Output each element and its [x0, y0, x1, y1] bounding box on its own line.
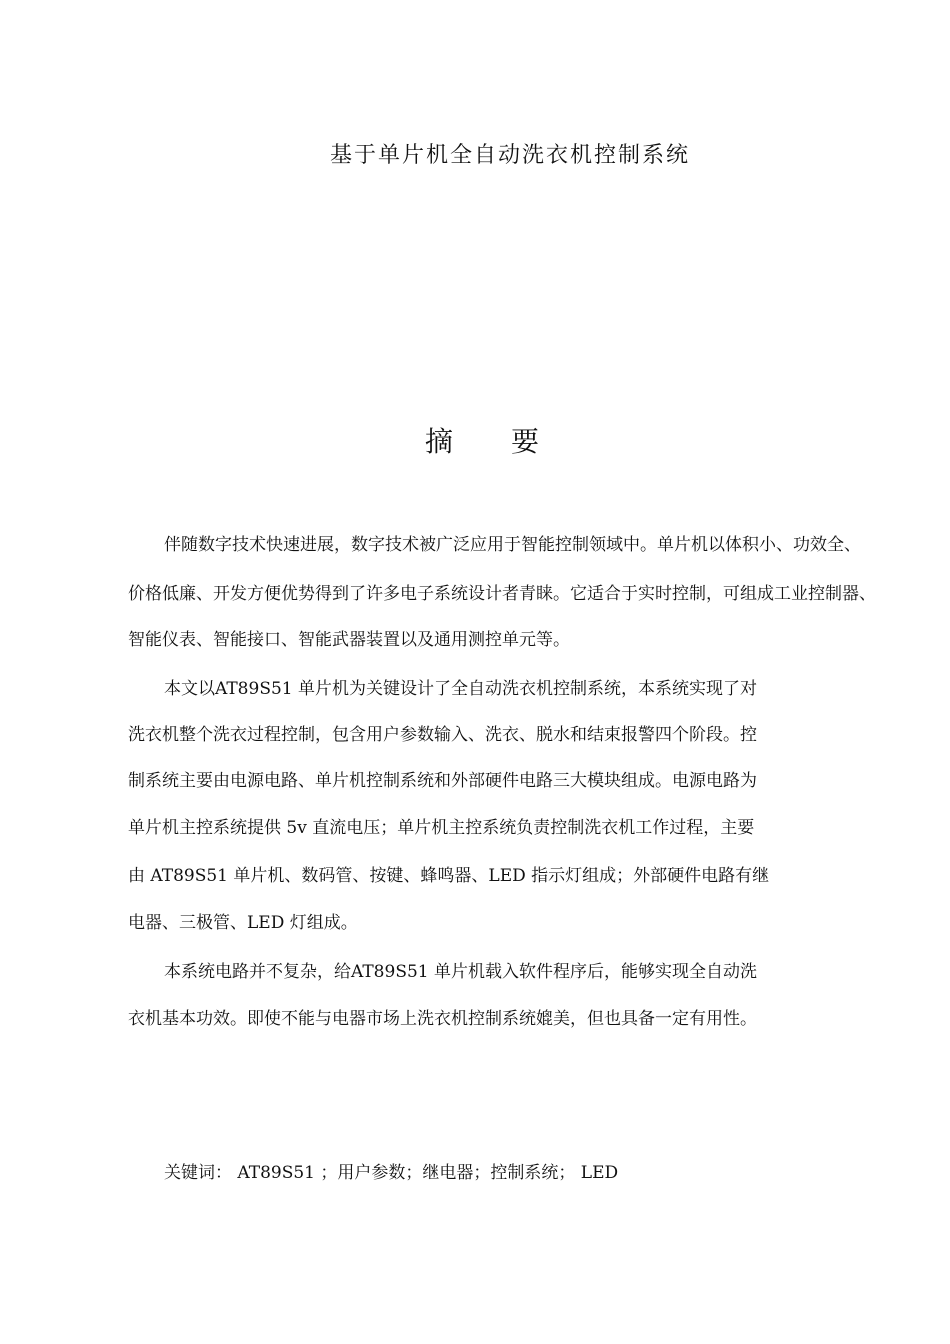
abstract-line: 价格低廉、开发方便优势得到了许多电子系统设计者青睐。它适合于实时控制，可组成工业控制器、: [128, 584, 876, 604]
abstract-line: 由 AT89S51 单片机、数码管、按键、蜂鸣器、LED 指示灯组成；外部硬件电路有继: [128, 866, 770, 886]
abstract-line: 本文以AT89S51 单片机为关键设计了全自动洗衣机控制系统，本系统实现了对: [164, 679, 757, 699]
abstract-heading-char2: 要: [511, 425, 540, 458]
abstract-line: 洗衣机整个洗衣过程控制，包含用户参数输入、洗衣、脱水和结束报警四个阶段。控: [128, 725, 757, 745]
abstract-line: 电器、三极管、LED 灯组成。: [128, 913, 358, 933]
abstract-line: 智能仪表、智能接口、智能武器装置以及通用测控单元等。: [128, 630, 570, 650]
abstract-heading: [0, 420, 950, 460]
abstract-line: 衣机基本功效。即使不能与电器市场上洗衣机控制系统媲美，但也具备一定有用性。: [128, 1009, 757, 1029]
abstract-line: 制系统主要由电源电路、单片机控制系统和外部硬件电路三大模块组成。电源电路为: [128, 771, 757, 791]
abstract-line: 伴随数字技术快速进展，数字技术被广泛应用于智能控制领域中。单片机以体积小、功效全、: [164, 535, 861, 555]
abstract-line: 单片机主控系统提供 5v 直流电压；单片机主控系统负责控制洗衣机工作过程，主要: [128, 818, 755, 838]
document-title: 基于单片机全自动洗衣机控制系统: [329, 143, 690, 168]
abstract-line: 本系统电路并不复杂，给AT89S51 单片机载入软件程序后，能够实现全自动洗: [164, 962, 757, 982]
abstract-heading-char1: 摘: [424, 425, 453, 458]
keywords-line: 关键词： AT89S51 ；用户参数；继电器；控制系统； LED: [164, 1163, 619, 1183]
